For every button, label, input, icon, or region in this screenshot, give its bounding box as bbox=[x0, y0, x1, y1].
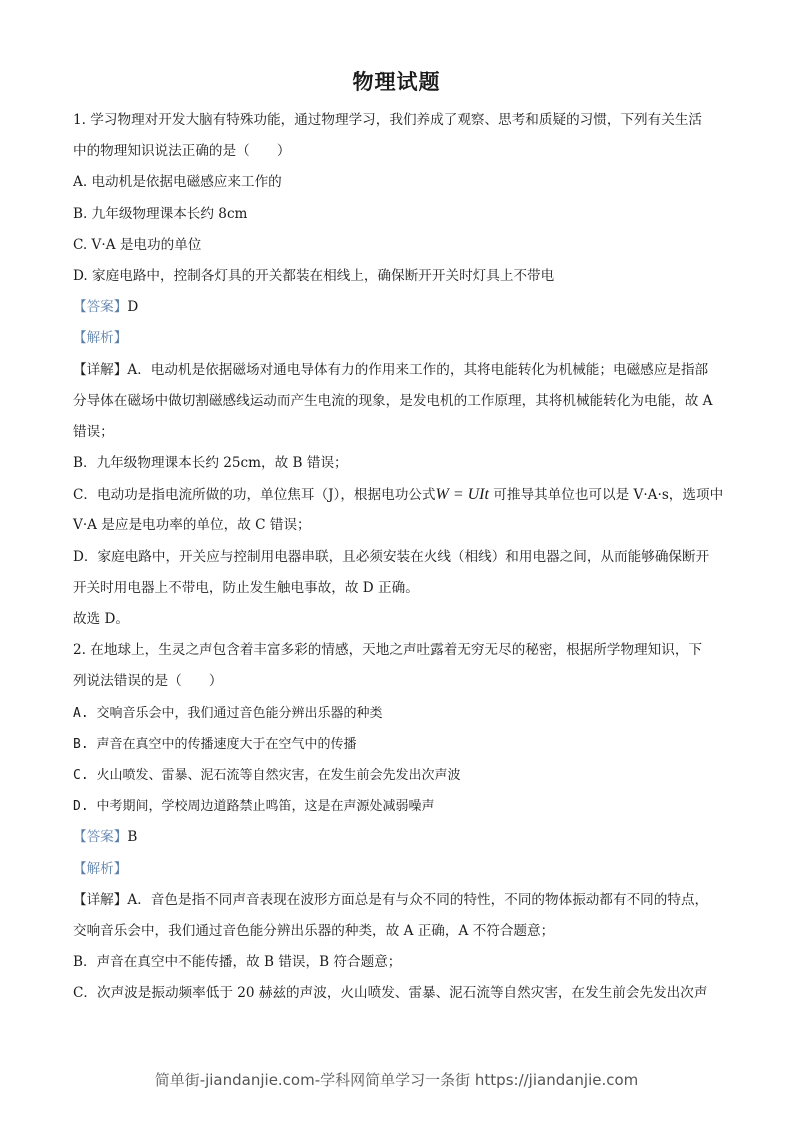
detail-line: V·A 是应是电功率的单位，故 C 错误； bbox=[73, 517, 311, 534]
detail-text: A．电动机是依据磁场对通电导体有力的作用来工作的，其将电能转化为机械能；电磁感应是指部 bbox=[127, 361, 709, 378]
answer-line bbox=[73, 822, 723, 853]
option-a: A. 电动机是依据电磁感应来工作的 bbox=[73, 174, 282, 191]
answer-value: D bbox=[127, 299, 139, 316]
analysis-label: 【解析】 bbox=[73, 860, 128, 877]
answer-line bbox=[73, 292, 723, 323]
detail-line: D．家庭电路中，开关应与控制用电器串联，且必须安装在火线（相线）和用电器之间，从而能够确保断开 bbox=[73, 548, 710, 565]
question-2 bbox=[73, 635, 723, 1009]
detail-text: C．电动功是指电流所做的功，单位焦耳（J），根据电功公式 bbox=[73, 487, 436, 504]
question-stem-line: 1. 学习物理对开发大脑有特殊功能，通过物理学习，我们养成了观察、思考和质疑的习惯，下列有关生活 bbox=[73, 112, 703, 128]
detail-line: C．次声波是振动频率低于 20 赫兹的声波，火山喷发、雷暴、泥石流等自然灾害，在发生前会先发出次声 bbox=[73, 985, 708, 1002]
answer-label: 【答案】 bbox=[73, 299, 128, 316]
detail-text: A．音色是指不同声音表现在波形方面总是有与众不同的特性，不同的物体振动都有不同的特点， bbox=[127, 891, 709, 908]
detail-line: 分导体在磁场中做切割磁感线运动而产生电流的现象，是发电机的工作原理，其将机械能转化为电能，故 A bbox=[73, 392, 713, 409]
option-c: C. 火山喷发、雷暴、泥石流等自然灾害，在发生前会先发出次声波 bbox=[73, 767, 461, 783]
question-1 bbox=[73, 105, 723, 635]
analysis-line bbox=[73, 854, 723, 885]
detail-line-formula bbox=[73, 479, 723, 510]
detail-line bbox=[73, 885, 723, 916]
conclusion-line: 故选 D。 bbox=[73, 611, 130, 627]
detail-label: 【详解】 bbox=[73, 361, 128, 378]
detail-line: B．九年级物理课本长约 25cm，故 B 错误； bbox=[73, 455, 348, 472]
option-d: D. 家庭电路中，控制各灯具的开关都装在相线上，确保断开开关时灯具上不带电 bbox=[73, 267, 555, 284]
detail-line bbox=[73, 355, 723, 386]
option-a: A. 交响音乐会中，我们通过音色能分辨出乐器的种类 bbox=[73, 705, 383, 721]
detail-line: 开关时用电器上不带电，防止发生触电事故，故 D 正确。 bbox=[73, 579, 419, 596]
question-stem-line: 列说法错误的是（ ） bbox=[73, 673, 223, 690]
analysis-line bbox=[73, 323, 723, 354]
option-b: B. 声音在真空中的传播速度大于在空气中的传播 bbox=[73, 736, 357, 752]
detail-line: 交响音乐会中，我们通过音色能分辨出乐器的种类，故 A 正确，A 不符合题意； bbox=[73, 922, 555, 939]
analysis-label: 【解析】 bbox=[73, 330, 128, 347]
detail-text: 可推导其单位也可以是 V·A·s，选项中 bbox=[493, 487, 724, 504]
detail-label: 【详解】 bbox=[73, 891, 128, 908]
detail-line: B．声音在真空中不能传播，故 B 错误，B 符合题意； bbox=[73, 954, 402, 971]
option-b: B. 九年级物理课本长约 8cm bbox=[73, 205, 248, 222]
page-title: 物理试题 bbox=[352, 70, 441, 94]
option-d: D. 中考期间，学校周边道路禁止鸣笛，这是在声源处减弱噪声 bbox=[73, 799, 435, 815]
formula: W = UIt bbox=[435, 486, 489, 504]
option-c: C. V·A 是电功的单位 bbox=[73, 236, 202, 253]
question-stem-line: 2. 在地球上，生灵之声包含着丰富多彩的情感，天地之声吐露着无穷无尽的秘密，根据所学物理知识，下 bbox=[73, 642, 703, 659]
document-body bbox=[73, 105, 723, 1009]
answer-value: B bbox=[127, 829, 138, 846]
answer-label: 【答案】 bbox=[73, 829, 128, 846]
detail-line: 错误； bbox=[73, 423, 114, 440]
question-stem-line: 中的物理知识说法正确的是（ ） bbox=[73, 143, 291, 160]
footer-watermark: 简单街-jiandanjie.com-学科网简单学习一条街 https://jiandanjie.com bbox=[154, 1071, 639, 1089]
